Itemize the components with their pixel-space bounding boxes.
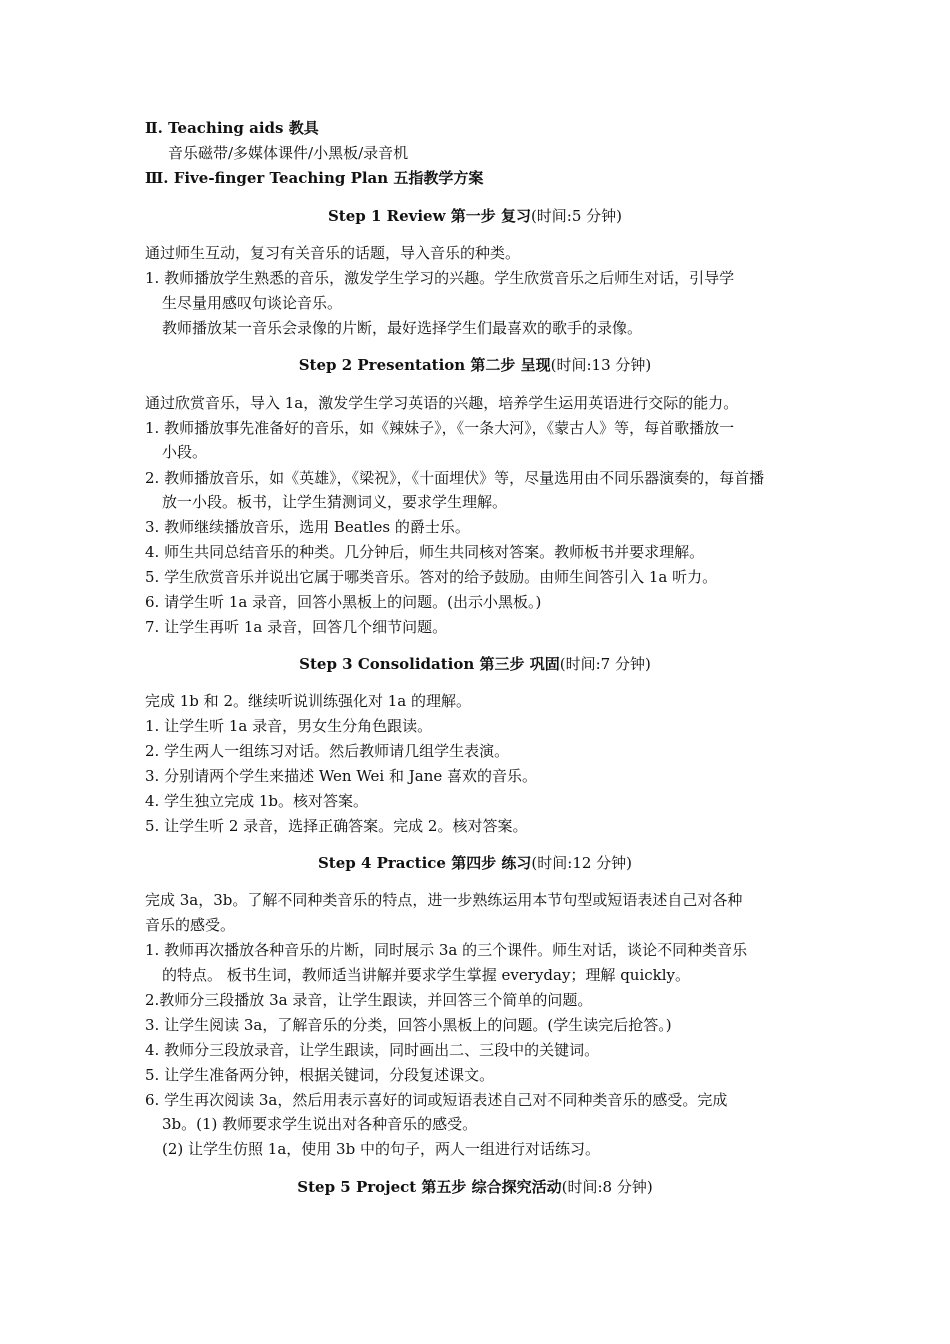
step1-title: Step 1 Review 第一步 复习	[327, 207, 531, 225]
step3-item-5: 5. 让学生听 2 录音，选择正确答案。完成 2。核对答案。	[145, 817, 528, 835]
step4-item-3: 3. 让学生阅读 3a，了解音乐的分类，回答小黑板上的问题。(学生读完后抢答。)	[145, 1016, 672, 1034]
step4-item-5: 5. 让学生准备两分钟，根据关键词，分段复述课文。	[145, 1066, 495, 1084]
step2-item-5: 5. 学生欣赏音乐并说出它属于哪类音乐。答对的给予鼓励。由师生间答引入 1a 听力。	[145, 568, 718, 586]
step1-intro: 通过师生互动，复习有关音乐的话题，导入音乐的种类。	[145, 244, 521, 262]
step5-time: (时间:8 分钟)	[561, 1178, 653, 1196]
step3-heading	[0, 654, 950, 674]
step3-item-4: 4. 学生独立完成 1b。核对答案。	[145, 792, 368, 810]
teaching-aids-content: 音乐磁带/多媒体课件/小黑板/录音机	[168, 144, 409, 162]
step4-time: (时间:12 分钟)	[531, 854, 633, 872]
step3-item-1: 1. 让学生听 1a 录音，男女生分角色跟读。	[145, 717, 433, 735]
step1-time: (时间:5 分钟)	[530, 207, 623, 225]
step2-item-1: 1. 教师播放事先准备好的音乐，如《辣妹子》，《一条大河》，《蒙古人》等，每首歌播放一	[145, 419, 735, 437]
step2-time: (时间:13 分钟)	[550, 356, 652, 374]
step3-item-2: 2. 学生两人一组练习对话。然后教师请几组学生表演。	[145, 742, 510, 760]
teaching-plan-heading: Ⅲ. Five-finger Teaching Plan 五指教学方案	[145, 169, 484, 187]
step1-item-1: 1. 教师播放学生熟悉的音乐，激发学生学习的兴趣。学生欣赏音乐之后师生对话，引导学	[145, 269, 735, 287]
step2-item-2: 2. 教师播放音乐，如《英雄》，《梁祝》，《十面埋伏》等，尽量选用由不同乐器演奏的，每首播	[145, 469, 765, 487]
step2-heading	[0, 355, 950, 375]
step4-item-6: 6. 学生再次阅读 3a，然后用表示喜好的词或短语表述自己对不同种类音乐的感受。完成	[145, 1091, 728, 1109]
step2-item-4: 4. 师生共同总结音乐的种类。几分钟后，师生共同核对答案。教师板书并要求理解。	[145, 543, 705, 561]
step2-item-3: 3. 教师继续播放音乐，选用 Beatles 的爵士乐。	[145, 518, 470, 536]
step2-item-7: 7. 让学生再听 1a 录音，回答几个细节问题。	[145, 618, 448, 636]
step2-item-6: 6. 请学生听 1a 录音，回答小黑板上的问题。(出示小黑板。)	[145, 593, 542, 611]
step4-item-6-cont: 3b。(1) 教师要求学生说出对各种音乐的感受。	[162, 1115, 478, 1133]
step4-intro: 完成 3a，3b。了解不同种类音乐的特点，进一步熟练运用本节句型或短语表述自己对各种	[145, 891, 743, 909]
step3-time: (时间:7 分钟)	[559, 655, 651, 673]
step1-item-2: 教师播放某一音乐会录像的片断，最好选择学生们最喜欢的歌手的录像。	[162, 319, 643, 337]
step4-heading	[0, 853, 950, 873]
step3-title: Step 3 Consolidation 第三步 巩固	[299, 655, 560, 673]
step3-item-3: 3. 分别请两个学生来描述 Wen Wei 和 Jane 喜欢的音乐。	[145, 767, 538, 785]
teaching-aids-heading: Ⅱ. Teaching aids 教具	[145, 119, 319, 137]
step4-item-1: 1. 教师再次播放各种音乐的片断，同时展示 3a 的三个课件。师生对话，谈论不同种类音乐	[145, 941, 748, 959]
step3-intro: 完成 1b 和 2。继续听说训练强化对 1a 的理解。	[145, 692, 472, 710]
step2-item-2-cont: 放一小段。板书，让学生猜测词义，要求学生理解。	[162, 493, 508, 511]
step1-item-1-cont: 生尽量用感叹句谈论音乐。	[162, 294, 343, 312]
step5-title: Step 5 Project 第五步 综合探究活动	[297, 1178, 562, 1196]
step4-item-2: 2.教师分三段播放 3a 录音，让学生跟读，并回答三个简单的问题。	[145, 991, 593, 1009]
step4-title: Step 4 Practice 第四步 练习	[317, 854, 532, 872]
step5-heading	[0, 1177, 950, 1197]
step4-intro-cont: 音乐的感受。	[145, 916, 236, 934]
step4-item-1-cont: 的特点。 板书生词，教师适当讲解并要求学生掌握 everyday；理解 quickly。	[162, 966, 691, 984]
step2-item-1-cont: 小段。	[162, 443, 208, 461]
step4-item-4: 4. 教师分三段放录音，让学生跟读，同时画出二、三段中的关键词。	[145, 1041, 600, 1059]
step2-title: Step 2 Presentation 第二步 呈现	[298, 356, 551, 374]
step4-item-6-sub2: (2) 让学生仿照 1a，使用 3b 中的句子，两人一组进行对话练习。	[162, 1140, 600, 1158]
step2-intro: 通过欣赏音乐，导入 1a，激发学生学习英语的兴趣，培养学生运用英语进行交际的能力。	[145, 394, 739, 412]
step1-heading	[0, 206, 950, 226]
